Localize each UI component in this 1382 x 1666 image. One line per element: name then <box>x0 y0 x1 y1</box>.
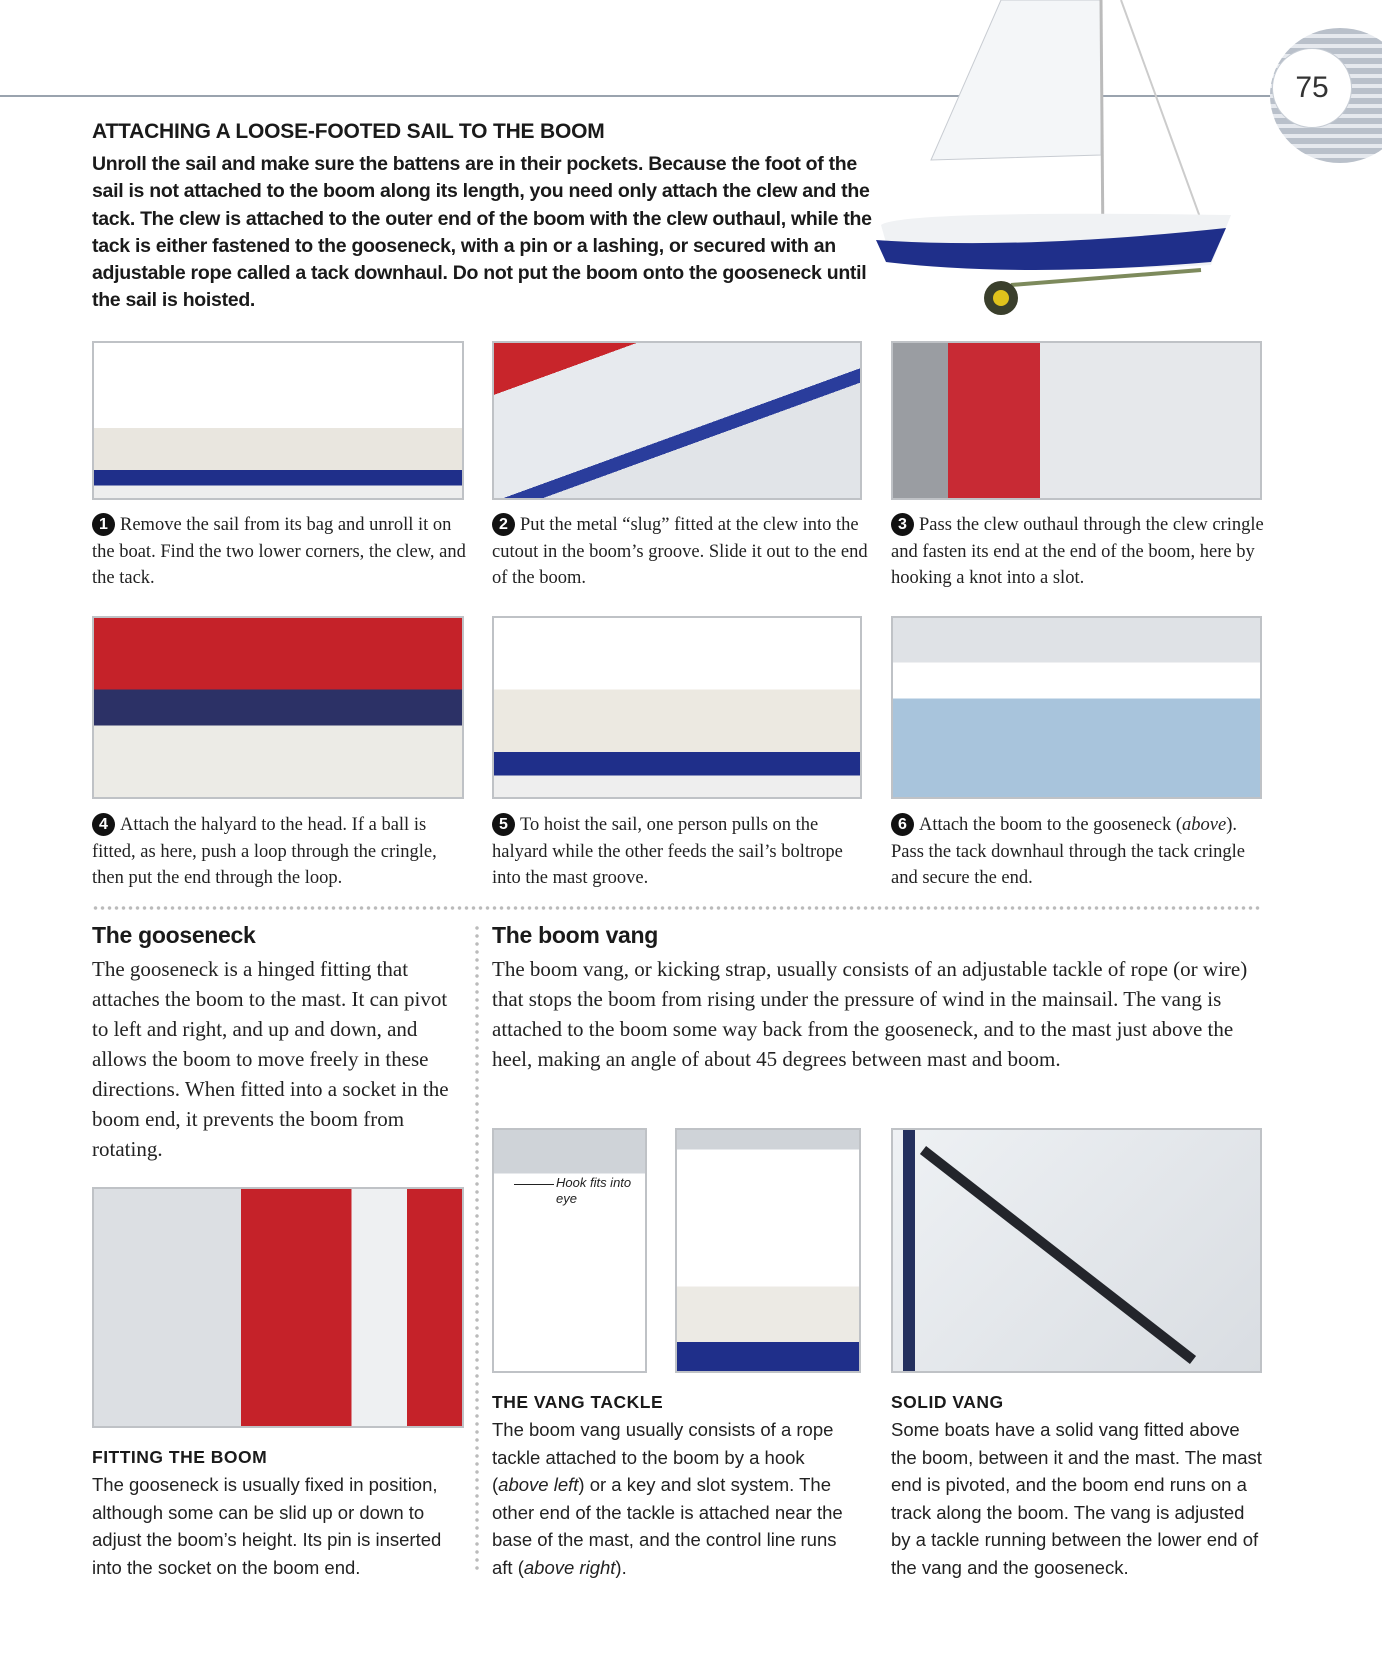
step-4-photo <box>92 616 464 799</box>
step-4-text: Attach the halyard to the head. If a ball is fitted, as here, push a loop through the cringle, then put the end through the loop. <box>92 815 437 888</box>
callout-line <box>514 1184 554 1185</box>
gooseneck-heading: The gooseneck <box>92 922 256 948</box>
step-number-5: 5 <box>492 813 515 836</box>
step-1-caption <box>92 512 472 592</box>
section-divider <box>92 906 1262 910</box>
vang-tackle-body <box>492 1416 862 1582</box>
hook-callout-label: Hook fits into eye <box>556 1175 632 1206</box>
step-5-photo <box>492 616 862 799</box>
fitting-boom-body: The gooseneck is usually fixed in position, although some can be slid up or down to adjust the boom’s height. Its pin is inserted into the socket on the boom end. <box>92 1474 442 1578</box>
gooseneck-photo <box>92 1187 464 1428</box>
step-5-text: To hoist the sail, one person pulls on the halyard while the other feeds the sail’s boltrope into the mast groove. <box>492 815 843 888</box>
step-3-photo <box>891 341 1262 500</box>
step-4-caption <box>92 812 472 892</box>
intro-paragraph: Unroll the sail and make sure the battens are in their pockets. Because the foot of the sail is not attached to the boom along its length, you need only attach the clew and the tack. The clew is attached to the outer end of the boom with the clew outhaul, while the tack is either fastened to the gooseneck, with a pin or a lashing, or secured with an adjustable rope called a tack downhaul. Do not put the boom onto the gooseneck until the sail is hoisted. <box>92 153 872 312</box>
vang-tackle-em-2: above right <box>523 1556 616 1578</box>
step-number-2: 2 <box>492 513 515 536</box>
step-6-text-b: ). Pass the tack downhaul through the tack cringle and secure the end. <box>891 815 1245 888</box>
step-1-text: Remove the sail from its bag and unroll it on the boat. Find the two lower corners, the clew, and the tack. <box>92 515 466 588</box>
gooseneck-body: The gooseneck is a hinged fitting that attaches the boom to the mast. It can pivot to left and right, and up and down, and allows the boom to move freely in these directions. When fitted into a socket in the boom end, it prevents the boom from rotating. <box>92 957 449 1161</box>
solid-vang-strut <box>893 1130 1262 1373</box>
step-number-1: 1 <box>92 513 115 536</box>
step-2-caption <box>492 512 872 592</box>
step-5-caption <box>492 812 872 892</box>
step-number-4: 4 <box>92 813 115 836</box>
solid-vang-heading: SOLID VANG <box>891 1392 1004 1412</box>
step-6-photo <box>891 616 1262 799</box>
step-3-caption <box>891 512 1271 592</box>
column-divider <box>475 924 479 1574</box>
vang-tackle-heading: THE VANG TACKLE <box>492 1392 664 1412</box>
vang-tackle-text-b: ) or a key and slot system. The other end of the tackle is attached near the base of the mast, and the control line runs aft ( <box>492 1474 843 1578</box>
step-1-photo <box>92 341 464 500</box>
step-3-text: Pass the clew outhaul through the clew cringle and fasten its end at the end of the boom, here by hooking a knot into a slot. <box>891 515 1264 588</box>
vang-hook-photo <box>492 1128 647 1373</box>
vang-tackle-text-c: ). <box>615 1556 627 1578</box>
vang-tackle-photo <box>675 1128 861 1373</box>
step-number-6: 6 <box>891 813 914 836</box>
step-number-3: 3 <box>891 513 914 536</box>
vang-tackle-em-1: above left <box>498 1474 579 1496</box>
step-2-photo <box>492 341 862 500</box>
step-2-text: Put the metal “slug” fitted at the clew into the cutout in the boom’s groove. Slide it out to the end of the boom. <box>492 515 868 588</box>
boom-vang-heading: The boom vang <box>492 922 659 948</box>
step-6-text-a: Attach the boom to the gooseneck ( <box>919 815 1183 835</box>
section-title: ATTACHING A LOOSE-FOOTED SAIL TO THE BOOM <box>92 120 605 143</box>
vang-tackle-text-a: The boom vang usually consists of a rope tackle attached to the boom by a hook ( <box>492 1419 834 1496</box>
solid-vang-photo <box>891 1128 1262 1373</box>
fitting-boom-heading: FITTING THE BOOM <box>92 1447 268 1467</box>
dinghy-on-trolley-photo <box>871 0 1274 318</box>
boom-vang-body: The boom vang, or kicking strap, usually consists of an adjustable tackle of rope (or wire) that stops the boom from rising under the pressure of wind in the mainsail. The vang is attached to the boom some way back from the gooseneck, and to the mast just above the heel, making an angle of about 45 degrees between mast and boom. <box>492 957 1248 1071</box>
step-6-caption <box>891 812 1271 892</box>
step-6-text-em: above <box>1182 815 1227 835</box>
solid-vang-body: Some boats have a solid vang fitted above the boom, between it and the mast. The mast end is pivoted, and the boom end runs on a track along the boom. The vang is adjusted by a tackle running between the lower end of the vang and the gooseneck. <box>891 1419 1262 1578</box>
page-number: 75 <box>1272 48 1352 128</box>
